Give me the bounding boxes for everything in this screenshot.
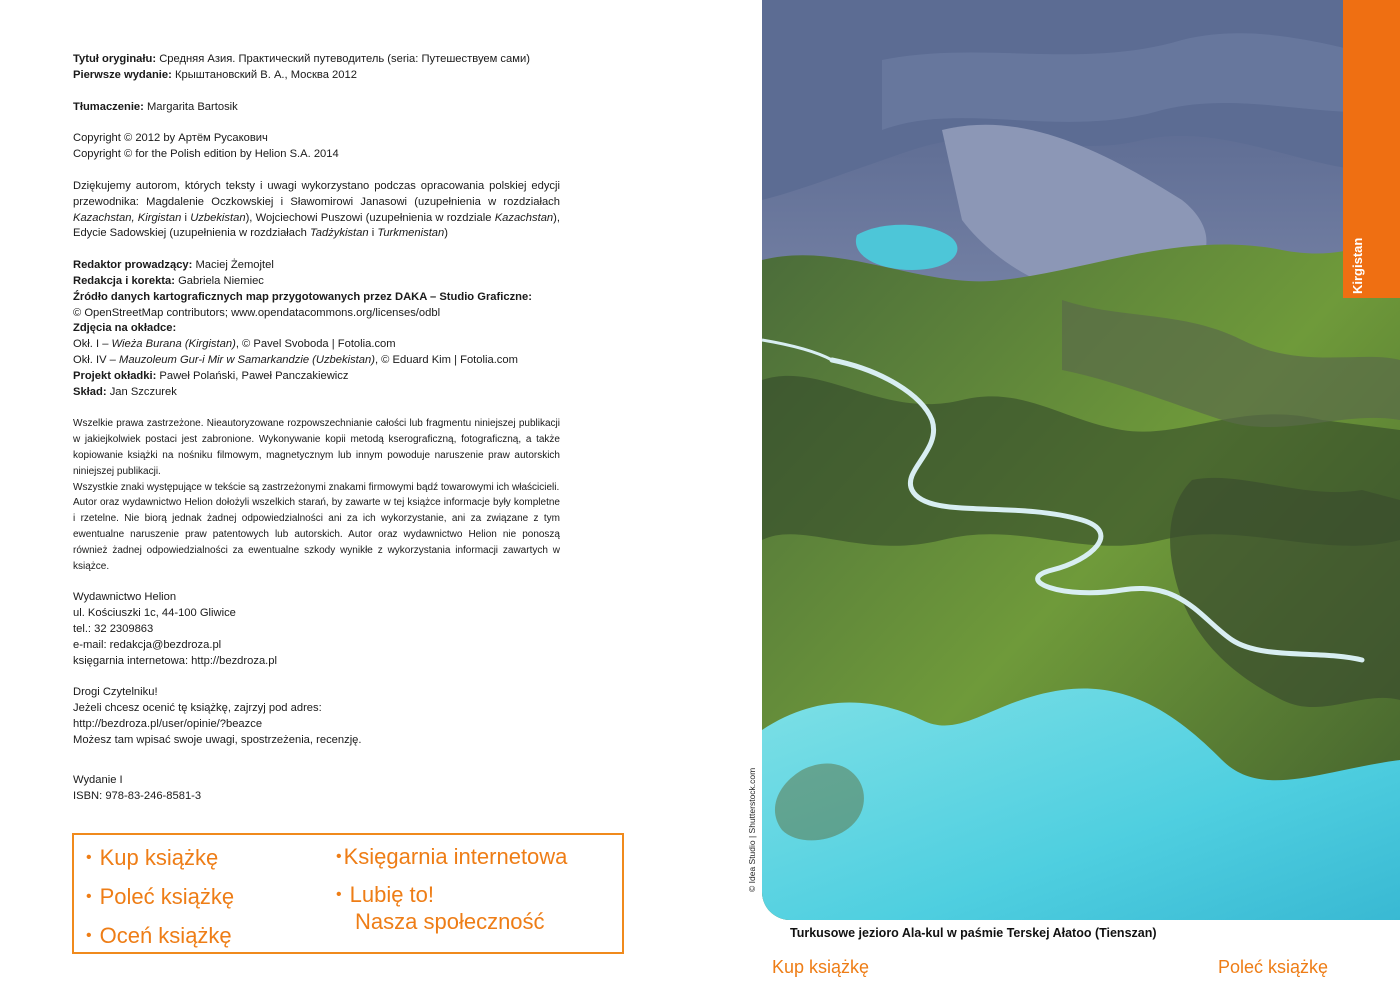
bullet-icon: •	[336, 848, 342, 865]
translation: Tłumaczenie: Margarita Bartosik	[73, 100, 238, 113]
bullet-icon: •	[86, 849, 92, 866]
acknowledgements: Dziękujemy autorom, których teksty i uwagi wykorzystano podczas opracowania polskiej edycji przewodnika: Magdalenie Oczkowskiej i Sławomirowi Janasowi (uzupełnienia w rozdziałach Kazachstan, Kirgistan i Uzbekistan), Wojciechowi Puszowi (uzupełnienia w rozdziale Kazachstan), Edycie Sadowskiej (uzupełnienia w rozdziałach Tadżykistan i Turkmenistan)	[73, 179, 560, 240]
publisher-email[interactable]: e-mail: redakcja@bezdroza.pl	[73, 638, 222, 651]
community-link[interactable]: • Lubię to! Nasza społeczność	[336, 882, 545, 934]
bullet-icon: •	[86, 888, 92, 905]
publisher-shop[interactable]: księgarnia internetowa: http://bezdroza.pl	[73, 654, 277, 667]
cover-photos-label: Zdjęcia na okładce:	[73, 322, 177, 335]
imprint-block	[73, 52, 560, 805]
cover-design: Projekt okładki: Paweł Polański, Paweł Panczakiewicz	[73, 369, 349, 382]
promo-link-box	[72, 833, 624, 954]
lake-photo	[762, 0, 1400, 920]
typesetting: Skład: Jan Szczurek	[73, 385, 177, 398]
buy-book-link[interactable]: • Kup książkę	[86, 845, 219, 870]
map-source-value: © OpenStreetMap contributors; www.opendatacommons.org/licenses/odbl	[73, 306, 441, 319]
first-edition: Pierwsze wydanie: Крыштановский В. А., Москва 2012	[73, 68, 357, 81]
online-store-link[interactable]: •Księgarnia internetowa	[336, 844, 568, 869]
legal-disclaimer: Autor oraz wydawnictwo Helion dołożyli wszelkich starań, by zawarte w tej książce informacje były kompletne i rzetelne. Nie biorą jednak żadnej odpowiedzialności ani za ich wykorzystanie, ani za związane z tym ewentualne naruszenie praw patentowych lub autorskich. Autor oraz wydawnictwo Helion nie ponoszą również żadnej odpowiedzialności za ewentualne szkody wynikłe z wykorzystania informacji zawartych w książce.	[73, 497, 560, 572]
publisher-address: ul. Kościuszki 1c, 44-100 Gliwice	[73, 607, 236, 620]
legal-trademarks: Wszystkie znaki występujące w tekście są zastrzeżonymi znakami firmowymi bądź towarowymi ich właścicieli.	[73, 481, 560, 493]
footer-buy-link[interactable]: Kup książkę	[772, 957, 870, 977]
reader-line2: Możesz tam wpisać swoje uwagi, spostrzeżenia, recenzję.	[73, 733, 362, 746]
reader-line1: Jeżeli chcesz ocenić tę książkę, zajrzyj pod adres:	[73, 702, 322, 715]
cover-photo-back: Okł. IV – Mauzoleum Gur-i Mir w Samarkandzie (Uzbekistan), © Eduard Kim | Fotolia.com	[73, 353, 518, 366]
footer-recommend-link[interactable]: Poleć książkę	[1218, 957, 1329, 977]
copyright-polish: Copyright © for the Polish edition by Helion S.A. 2014	[73, 148, 339, 161]
managing-editor: Redaktor prowadzący: Maciej Żemojtel	[73, 259, 274, 272]
chapter-tab-label: Kirgistan	[1350, 237, 1365, 294]
original-title: Tytuł oryginału: Средняя Азия. Практический путеводитель (seria: Путешествуем сами)	[73, 53, 530, 65]
reader-greeting: Drogi Czytelniku!	[73, 686, 158, 699]
map-source-label: Źródło danych kartograficznych map przygotowanych przez DAKA – Studio Graficzne:	[73, 290, 532, 303]
photo-credit: © Idea Studio | Shutterstock.com	[747, 767, 757, 892]
bullet-icon: •	[336, 886, 342, 903]
publisher-name: Wydawnictwo Helion	[73, 591, 177, 604]
bullet-icon: •	[86, 927, 92, 944]
copyright-original: Copyright © 2012 by Артём Русакович	[73, 132, 268, 145]
rate-book-link[interactable]: • Oceń książkę	[86, 923, 232, 948]
isbn: ISBN: 978-83-246-8581-3	[73, 790, 202, 803]
edition-number: Wydanie I	[73, 774, 123, 787]
photo-caption: Turkusowe jezioro Ala-kul w paśmie Terskej Ałatoo (Tienszan)	[790, 926, 1157, 940]
publisher-phone: tel.: 32 2309863	[73, 622, 154, 635]
legal-rights: Wszelkie prawa zastrzeżone. Nieautoryzowane rozpowszechnianie całości lub fragmentu niniejszej publikacji w jakiejkolwiek postaci jest zabronione. Wykonywanie kopii metodą kserograficzną, fotograficzną, a także kopiowanie książki na nośniku filmowym, magnetycznym lub innym powoduje naruszenie praw autorskich niniejszej publikacji.	[73, 418, 560, 477]
recommend-book-link[interactable]: • Poleć książkę	[86, 884, 235, 909]
cover-photo-front: Okł. I – Wieża Burana (Kirgistan), © Pavel Svoboda | Fotolia.com	[73, 338, 396, 351]
reader-url[interactable]: http://bezdroza.pl/user/opinie/?beazce	[73, 717, 263, 730]
proofreading: Redakcja i korekta: Gabriela Niemiec	[73, 274, 264, 287]
